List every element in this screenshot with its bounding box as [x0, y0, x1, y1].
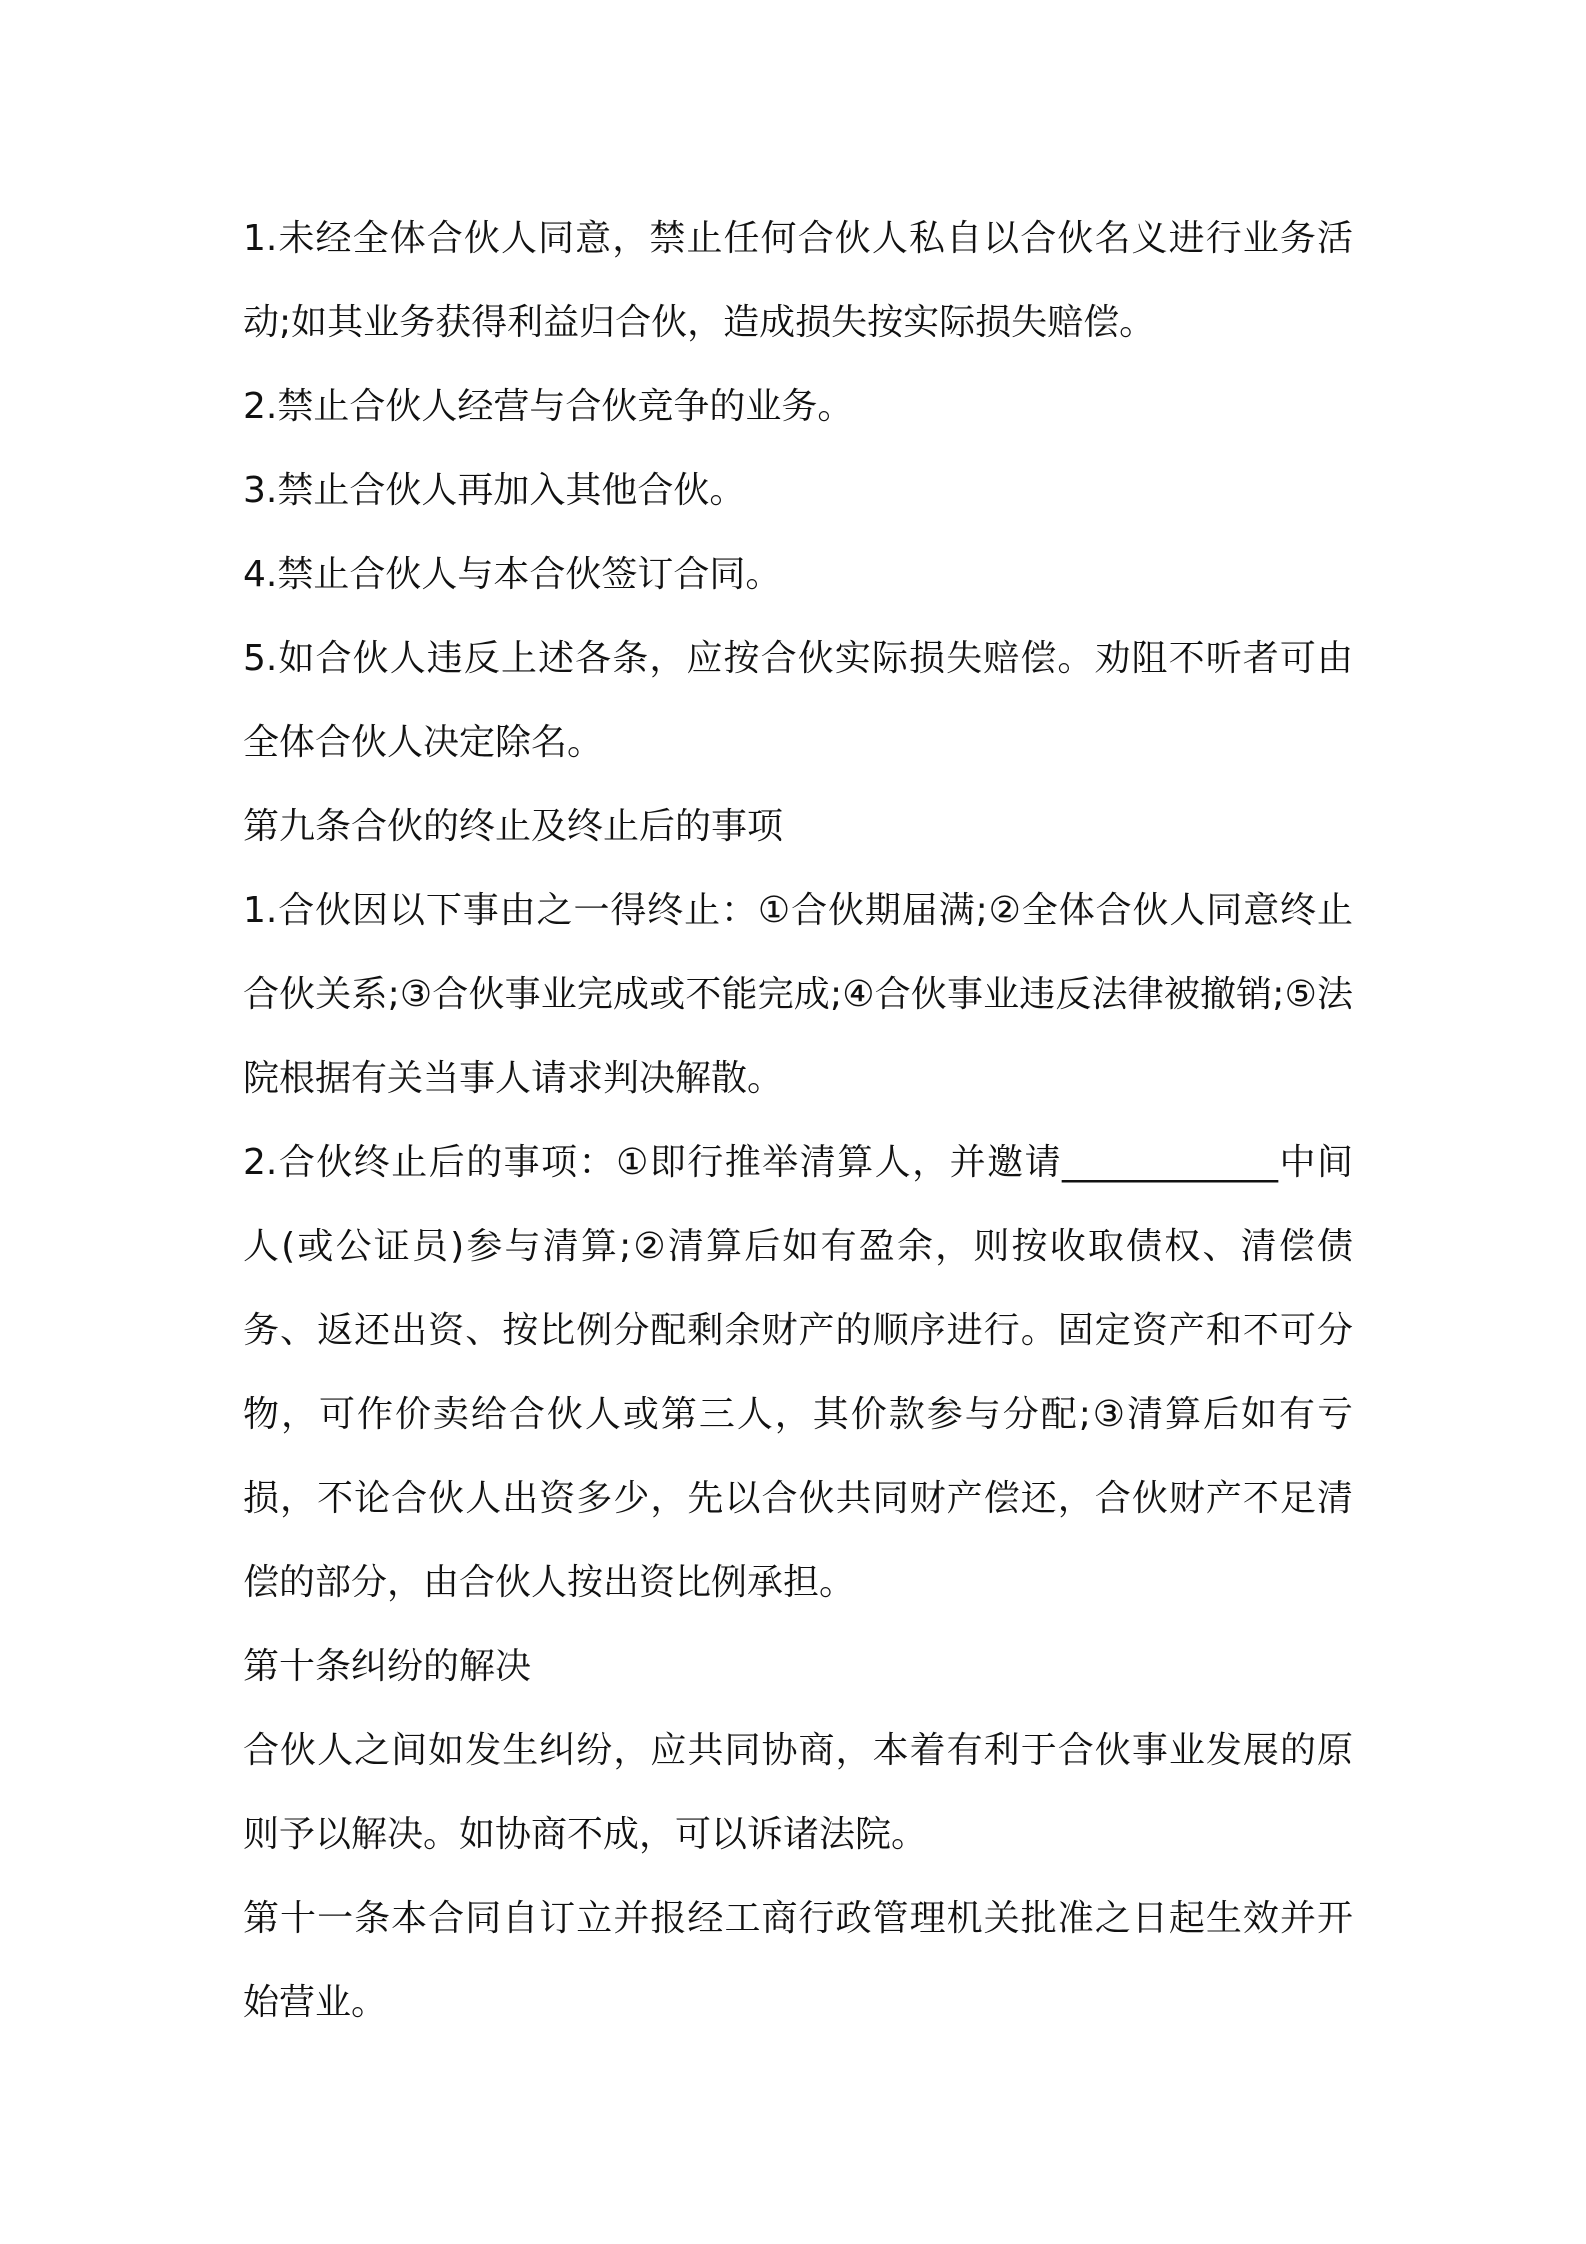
clause-10-text: 合伙人之间如发生纠纷，应共同协商，本着有利于合伙事业发展的原则予以解决。如协商不成，可以诉诸法院。	[243, 1730, 1353, 1855]
document-body	[243, 197, 1353, 2045]
clause-10-heading: 第十条纠纷的解决	[243, 1646, 532, 1687]
clause-11-text: 第十一条本合同自订立并报经工商行政管理机关批准之日起生效并开始营业。	[243, 1898, 1353, 2023]
clause-8-item-3: 3.禁止合伙人再加入其他合伙。	[243, 470, 746, 511]
clause-9-item-2: 2.合伙终止后的事项：①即行推举清算人，并邀请____________中间人(或公证员)参与清算;②清算后如有盈余，则按收取债权、清偿债务、返还出资、按比例分配剩余财产的顺序进行。固定资产和不可分物，可作价卖给合伙人或第三人，其价款参与分配;③清算后如有亏损，不论合伙人出资多少，先以合伙共同财产偿还，合伙财产不足清偿的部分，由合伙人按出资比例承担。	[243, 1142, 1353, 1603]
clause-8-item-5: 5.如合伙人违反上述各条，应按合伙实际损失赔偿。劝阻不听者可由全体合伙人决定除名。	[243, 638, 1353, 763]
clause-9-heading: 第九条合伙的终止及终止后的事项	[243, 806, 784, 847]
clause-8-item-1: 1.未经全体合伙人同意，禁止任何合伙人私自以合伙名义进行业务活动;如其业务获得利益归合伙，造成损失按实际损失赔偿。	[243, 218, 1353, 343]
clause-9-item-1: 1.合伙因以下事由之一得终止：①合伙期届满;②全体合伙人同意终止合伙关系;③合伙事业完成或不能完成;④合伙事业违反法律被撤销;⑤法院根据有关当事人请求判决解散。	[243, 890, 1353, 1099]
clause-8-item-2: 2.禁止合伙人经营与合伙竞争的业务。	[243, 386, 854, 427]
clause-8-item-4: 4.禁止合伙人与本合伙签订合同。	[243, 554, 782, 595]
